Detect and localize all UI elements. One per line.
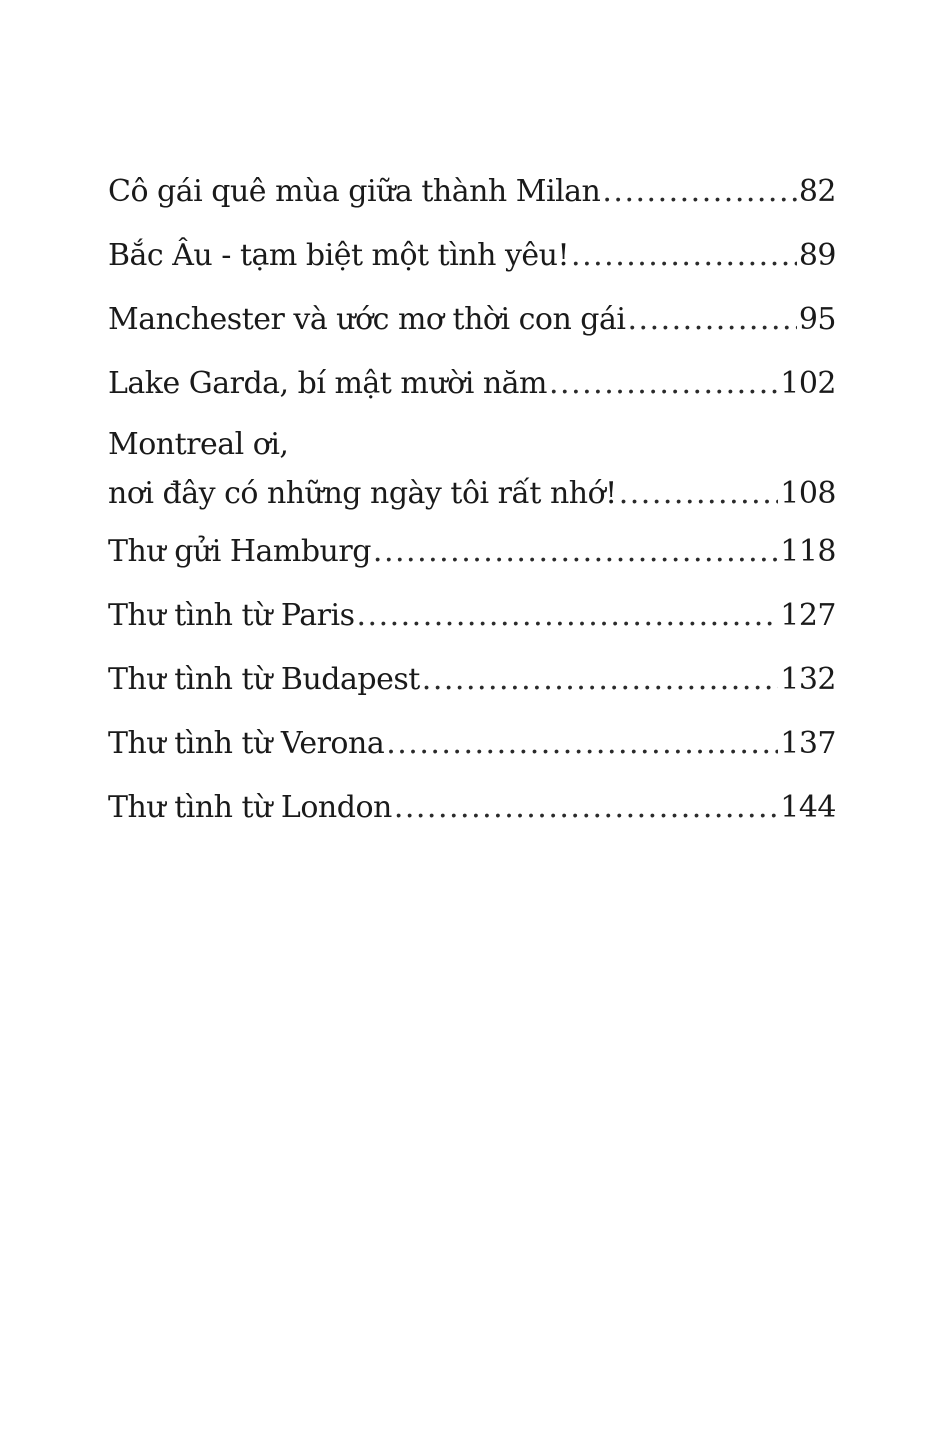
toc-entry — [108, 520, 836, 584]
toc-page-number: 102 — [780, 366, 836, 401]
toc-page-number: 82 — [798, 174, 836, 209]
toc-entry-title: Thư tình từ Budapest — [108, 662, 420, 697]
toc-entry-title: Cô gái quê mùa giữa thành Milan — [108, 174, 601, 209]
toc-entry — [108, 712, 836, 776]
toc-page-number: 127 — [780, 598, 836, 633]
toc-entry — [108, 224, 836, 288]
dot-leader — [394, 776, 778, 840]
toc-entry-title: Bắc Âu - tạm biệt một tình yêu! — [108, 238, 570, 273]
toc-page-number: 108 — [780, 476, 836, 511]
toc-page-number: 89 — [798, 238, 836, 273]
dot-leader — [422, 648, 778, 712]
toc-entry — [108, 584, 836, 648]
toc-entry-title: Thư gửi Hamburg — [108, 534, 371, 569]
toc-entry — [108, 648, 836, 712]
toc-entry-title: Thư tình từ Paris — [108, 598, 355, 633]
toc-entry — [108, 352, 836, 416]
dot-leader — [357, 584, 779, 648]
dot-leader — [386, 712, 778, 776]
toc-page-number: 144 — [780, 790, 836, 825]
toc-entry — [108, 468, 836, 520]
toc-entry — [108, 776, 836, 840]
dot-leader — [571, 224, 797, 288]
toc-entry-title: Thư tình từ Verona — [108, 726, 385, 761]
toc-entry-title: Lake Garda, bí mật mười năm — [108, 366, 548, 401]
toc-entry-title: Thư tình từ London — [108, 790, 392, 825]
toc-page-number: 118 — [780, 534, 836, 569]
toc-entry — [108, 160, 836, 224]
dot-leader — [619, 468, 779, 520]
toc-page-number: 137 — [780, 726, 836, 761]
dot-leader — [549, 352, 778, 416]
toc-page-number: 95 — [798, 302, 836, 337]
toc-entry-title: Manchester và ước mơ thời con gái — [108, 302, 626, 337]
toc-entry — [108, 288, 836, 352]
table-of-contents — [108, 160, 836, 840]
toc-page-number: 132 — [780, 662, 836, 697]
toc-entry-title: nơi đây có những ngày tôi rất nhớ! — [108, 476, 617, 511]
dot-leader — [628, 288, 797, 352]
toc-entry-title-line1: Montreal ơi, — [108, 427, 289, 462]
dot-leader — [602, 160, 796, 224]
toc-entry-multiline — [108, 422, 836, 520]
dot-leader — [373, 520, 778, 584]
